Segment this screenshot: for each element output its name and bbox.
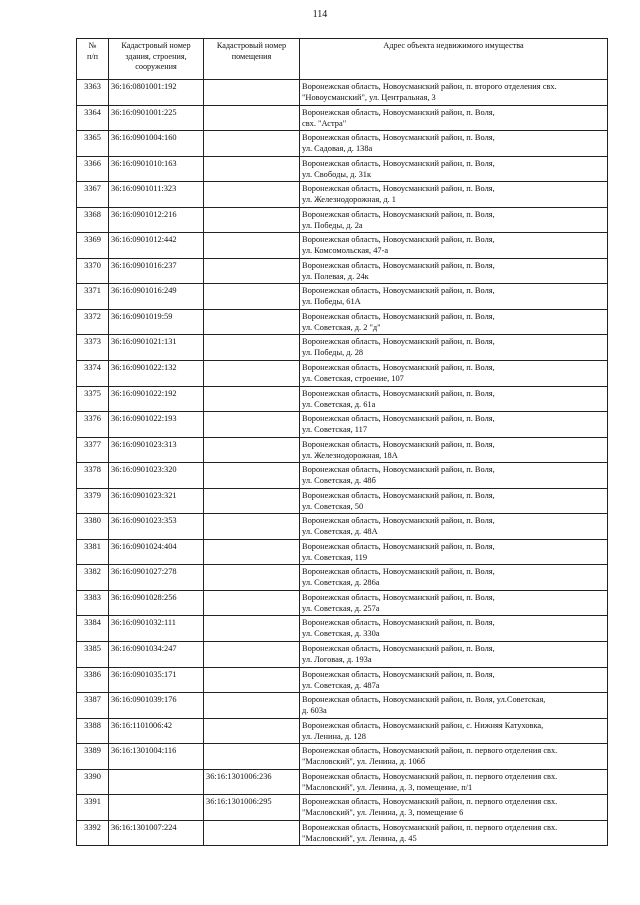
table-row [77, 182, 608, 208]
room-cadastral-number [204, 361, 300, 387]
row-number: 3369 [77, 233, 109, 259]
header-num: № п/п [77, 39, 109, 80]
building-cadastral-number: 36:16:0901022:132 [109, 361, 204, 387]
table-row [77, 463, 608, 489]
row-number: 3371 [77, 284, 109, 310]
room-cadastral-number [204, 284, 300, 310]
building-cadastral-number: 36:16:0901021:131 [109, 335, 204, 361]
table-row [77, 769, 608, 795]
table-header [77, 39, 608, 80]
room-cadastral-number [204, 207, 300, 233]
row-number: 3366 [77, 156, 109, 182]
building-cadastral-number: 36:16:0901023:313 [109, 437, 204, 463]
building-cadastral-number: 36:16:0901019:59 [109, 309, 204, 335]
room-cadastral-number [204, 616, 300, 642]
row-number: 3367 [77, 182, 109, 208]
row-number: 3365 [77, 131, 109, 157]
row-number: 3384 [77, 616, 109, 642]
room-cadastral-number: 36:16:1301006:295 [204, 795, 300, 821]
row-number: 3387 [77, 693, 109, 719]
room-cadastral-number: 36:16:1301006:236 [204, 769, 300, 795]
object-address: Воронежская область, Новоусманский район, п. Воля, ул. Советская, д. 487а [300, 667, 608, 693]
building-cadastral-number: 36:16:1101006:42 [109, 718, 204, 744]
room-cadastral-number [204, 309, 300, 335]
object-address: Воронежская область, Новоусманский район, п. Воля, ул. Советская, д. 48А [300, 514, 608, 540]
object-address: Воронежская область, Новоусманский район, п. Воля, ул. Советская, строение, 107 [300, 361, 608, 387]
table-row [77, 233, 608, 259]
room-cadastral-number [204, 335, 300, 361]
table-row [77, 105, 608, 131]
building-cadastral-number: 36:16:1301007:224 [109, 820, 204, 846]
object-address: Воронежская область, Новоусманский район, п. Воля, ул. Садовая, д. 138а [300, 131, 608, 157]
table-row [77, 693, 608, 719]
building-cadastral-number: 36:16:1301004:116 [109, 744, 204, 770]
row-number: 3376 [77, 412, 109, 438]
property-table [76, 38, 608, 846]
object-address: Воронежская область, Новоусманский район, п. Воля, ул. Полевая, д. 24к [300, 258, 608, 284]
building-cadastral-number: 36:16:0901022:192 [109, 386, 204, 412]
row-number: 3386 [77, 667, 109, 693]
building-cadastral-number: 36:16:0901012:216 [109, 207, 204, 233]
table-row [77, 718, 608, 744]
object-address: Воронежская область, Новоусманский район, п. Воля, ул.Советская, д. 603а [300, 693, 608, 719]
room-cadastral-number [204, 437, 300, 463]
row-number: 3373 [77, 335, 109, 361]
row-number: 3391 [77, 795, 109, 821]
object-address: Воронежская область, Новоусманский район, п. Воля, ул. Советская, 50 [300, 488, 608, 514]
object-address: Воронежская область, Новоусманский район, п. первого отделения свх. "Масловский", ул. Ленина, д. 3, помещение 6 [300, 795, 608, 821]
table-row [77, 156, 608, 182]
object-address: Воронежская область, Новоусманский район, п. Воля, свх. "Астра" [300, 105, 608, 131]
object-address: Воронежская область, Новоусманский район, с. Нижняя Катуховка, ул. Ленина, д. 128 [300, 718, 608, 744]
table-row [77, 820, 608, 846]
room-cadastral-number [204, 820, 300, 846]
table-row [77, 284, 608, 310]
page-number: 114 [312, 9, 328, 20]
table-row [77, 539, 608, 565]
room-cadastral-number [204, 744, 300, 770]
room-cadastral-number [204, 412, 300, 438]
building-cadastral-number: 36:16:0901034:247 [109, 642, 204, 668]
building-cadastral-number: 36:16:0801001:192 [109, 80, 204, 106]
room-cadastral-number [204, 642, 300, 668]
room-cadastral-number [204, 463, 300, 489]
object-address: Воронежская область, Новоусманский район, п. Воля, ул. Победы, 61А [300, 284, 608, 310]
building-cadastral-number: 36:16:0901001:225 [109, 105, 204, 131]
building-cadastral-number: 36:16:0901016:249 [109, 284, 204, 310]
row-number: 3377 [77, 437, 109, 463]
building-cadastral-number: 36:16:0901004:160 [109, 131, 204, 157]
row-number: 3382 [77, 565, 109, 591]
building-cadastral-number: 36:16:0901022:193 [109, 412, 204, 438]
object-address: Воронежская область, Новоусманский район, п. первого отделения свх. "Масловский", ул. Ленина, д. 106б [300, 744, 608, 770]
object-address: Воронежская область, Новоусманский район, п. Воля, ул. Железнодорожная, 18А [300, 437, 608, 463]
row-number: 3375 [77, 386, 109, 412]
building-cadastral-number: 36:16:0901011:323 [109, 182, 204, 208]
row-number: 3379 [77, 488, 109, 514]
row-number: 3372 [77, 309, 109, 335]
building-cadastral-number: 36:16:0901024:404 [109, 539, 204, 565]
object-address: Воронежская область, Новоусманский район, п. Воля, ул. Советская, 117 [300, 412, 608, 438]
row-number: 3392 [77, 820, 109, 846]
row-number: 3378 [77, 463, 109, 489]
building-cadastral-number: 36:16:0901016:237 [109, 258, 204, 284]
table-row [77, 386, 608, 412]
table-row [77, 361, 608, 387]
object-address: Воронежская область, Новоусманский район, п. Воля, ул. Советская, д. 61а [300, 386, 608, 412]
table-row [77, 590, 608, 616]
row-number: 3390 [77, 769, 109, 795]
object-address: Воронежская область, Новоусманский район, п. Воля, ул. Железнодорожная, д. 1 [300, 182, 608, 208]
building-cadastral-number: 36:16:0901010:163 [109, 156, 204, 182]
row-number: 3381 [77, 539, 109, 565]
room-cadastral-number [204, 539, 300, 565]
room-cadastral-number [204, 590, 300, 616]
table-row [77, 131, 608, 157]
building-cadastral-number: 36:16:0901032:111 [109, 616, 204, 642]
row-number: 3383 [77, 590, 109, 616]
room-cadastral-number [204, 386, 300, 412]
object-address: Воронежская область, Новоусманский район, п. Воля, ул. Победы, д. 28 [300, 335, 608, 361]
building-cadastral-number: 36:16:0901023:320 [109, 463, 204, 489]
table-row [77, 514, 608, 540]
table-row [77, 258, 608, 284]
object-address: Воронежская область, Новоусманский район, п. первого отделения свх. "Масловский", ул. Ленина, д. 3, помещение, п/1 [300, 769, 608, 795]
table-row [77, 207, 608, 233]
row-number: 3380 [77, 514, 109, 540]
header-room-cadastral: Кадастровый номер помещения [204, 39, 300, 80]
room-cadastral-number [204, 693, 300, 719]
table-row [77, 616, 608, 642]
room-cadastral-number [204, 514, 300, 540]
room-cadastral-number [204, 488, 300, 514]
row-number: 3368 [77, 207, 109, 233]
table-row [77, 488, 608, 514]
object-address: Воронежская область, Новоусманский район, п. Воля, ул. Комсомольская, 47-а [300, 233, 608, 259]
room-cadastral-number [204, 156, 300, 182]
table-row [77, 335, 608, 361]
building-cadastral-number: 36:16:0901039:176 [109, 693, 204, 719]
object-address: Воронежская область, Новоусманский район, п. Воля, ул. Свободы, д. 31к [300, 156, 608, 182]
building-cadastral-number: 36:16:0901023:353 [109, 514, 204, 540]
object-address: Воронежская область, Новоусманский район, п. Воля, ул. Советская, д. 48б [300, 463, 608, 489]
room-cadastral-number [204, 718, 300, 744]
room-cadastral-number [204, 182, 300, 208]
row-number: 3389 [77, 744, 109, 770]
table-row [77, 309, 608, 335]
table-row [77, 667, 608, 693]
row-number: 3385 [77, 642, 109, 668]
building-cadastral-number [109, 769, 204, 795]
table-row [77, 80, 608, 106]
header-address: Адрес объекта недвижимого имущества [300, 39, 608, 80]
room-cadastral-number [204, 80, 300, 106]
object-address: Воронежская область, Новоусманский район, п. Воля, ул. Советская, д. 2 "д" [300, 309, 608, 335]
building-cadastral-number: 36:16:0901028:256 [109, 590, 204, 616]
room-cadastral-number [204, 667, 300, 693]
header-building-cadastral: Кадастровый номер здания, строения, сооружения [109, 39, 204, 80]
room-cadastral-number [204, 565, 300, 591]
room-cadastral-number [204, 233, 300, 259]
room-cadastral-number [204, 131, 300, 157]
row-number: 3364 [77, 105, 109, 131]
row-number: 3374 [77, 361, 109, 387]
room-cadastral-number [204, 258, 300, 284]
object-address: Воронежская область, Новоусманский район, п. второго отделения свх. "Новоусманский", ул. Центральная, 3 [300, 80, 608, 106]
table-row [77, 437, 608, 463]
building-cadastral-number [109, 795, 204, 821]
table-row [77, 795, 608, 821]
table-body [77, 80, 608, 846]
object-address: Воронежская область, Новоусманский район, п. Воля, ул. Логовая, д. 193а [300, 642, 608, 668]
table-row [77, 565, 608, 591]
building-cadastral-number: 36:16:0901012:442 [109, 233, 204, 259]
row-number: 3363 [77, 80, 109, 106]
building-cadastral-number: 36:16:0901027:278 [109, 565, 204, 591]
object-address: Воронежская область, Новоусманский район, п. Воля, ул. Победы, д. 2а [300, 207, 608, 233]
building-cadastral-number: 36:16:0901023:321 [109, 488, 204, 514]
row-number: 3388 [77, 718, 109, 744]
object-address: Воронежская область, Новоусманский район, п. Воля, ул. Советская, д. 330а [300, 616, 608, 642]
object-address: Воронежская область, Новоусманский район, п. первого отделения свх. "Масловский", ул. Ленина, д. 45 [300, 820, 608, 846]
table-row [77, 412, 608, 438]
building-cadastral-number: 36:16:0901035:171 [109, 667, 204, 693]
object-address: Воронежская область, Новоусманский район, п. Воля, ул. Советская, 119 [300, 539, 608, 565]
table-row [77, 642, 608, 668]
row-number: 3370 [77, 258, 109, 284]
object-address: Воронежская область, Новоусманский район, п. Воля, ул. Советская, д. 257а [300, 590, 608, 616]
table-row [77, 744, 608, 770]
room-cadastral-number [204, 105, 300, 131]
object-address: Воронежская область, Новоусманский район, п. Воля, ул. Советская, д. 286а [300, 565, 608, 591]
